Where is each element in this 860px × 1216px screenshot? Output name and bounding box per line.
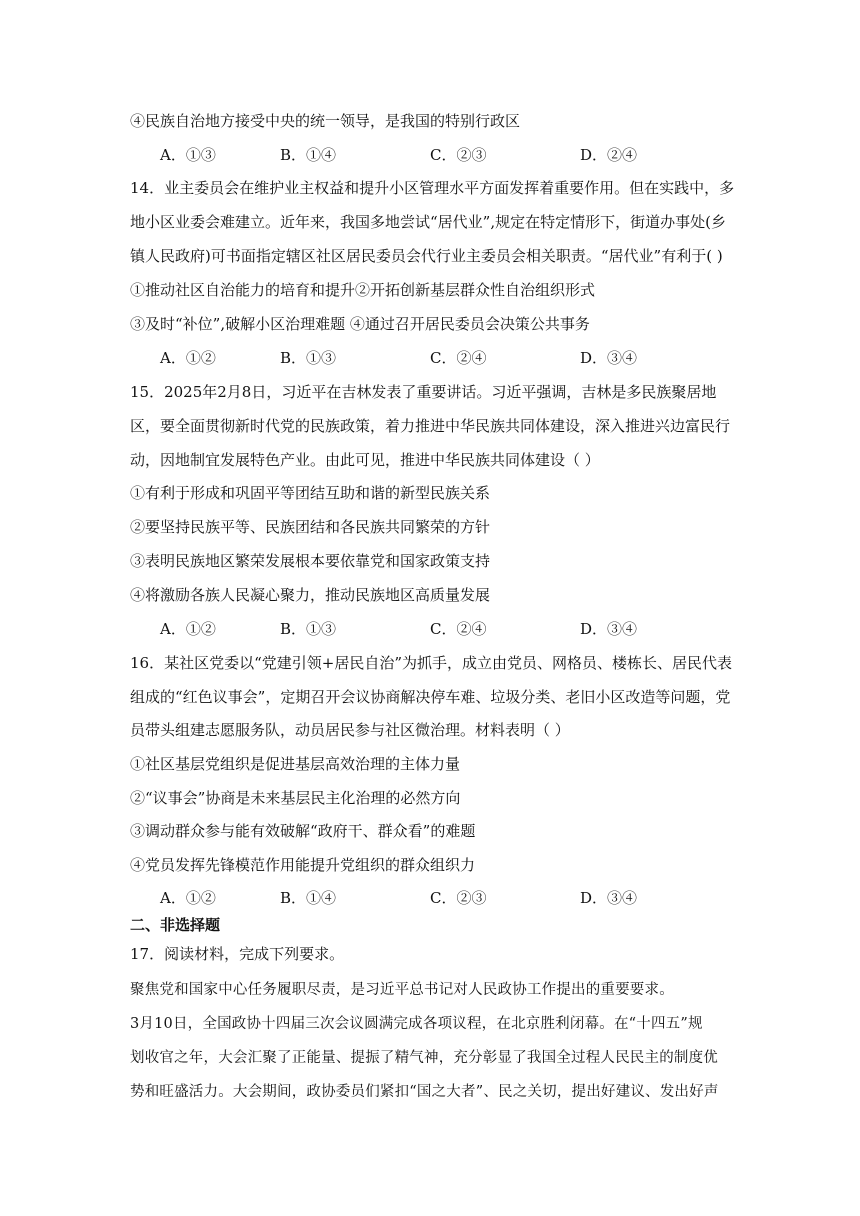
q13-option-b: B．①④ [280, 146, 337, 164]
q15-stem-line-1: 15．2025年2月8日，习近平在吉林发表了重要讲话。习近平强调，吉林是多民族聚居地 [130, 383, 717, 401]
q16-item-3: ③调动群众参与能有效破解“政府干、群众看”的难题 [130, 822, 476, 840]
q17-material-line-2: 3月10日，全国政协十四届三次会议圆满完成各项议程，在北京胜利闭幕。在“十四五”规 [130, 1016, 703, 1032]
q13-option-a: A．①③ [160, 146, 216, 164]
q14-option-d: D．③④ [580, 349, 638, 367]
q15-option-b: B．①③ [280, 620, 337, 638]
q16-option-b: B．①④ [280, 889, 337, 907]
q14-stem-line-2: 地小区业委会难建立。近年来，我国多地尝试“居代业”,规定在特定情形下，街道办事处(乡 [130, 213, 726, 231]
q17-prompt: 17．阅读材料，完成下列要求。 [130, 945, 345, 963]
q16-option-d: D．③④ [580, 889, 638, 907]
q17-material-line-3: 划收官之年，大会汇聚了正能量、提振了精气神，充分彰显了我国全过程人民民主的制度优 [130, 1050, 718, 1066]
section-title-non-choice: 二、非选择题 [130, 916, 221, 934]
q16-stem-line-2: 组成的“红色议事会”，定期召开会议协商解决停车难、垃圾分类、老旧小区改造等问题，党 [130, 688, 731, 706]
q15-stem-line-2: 区，要全面贯彻新时代党的民族政策，着力推进中华民族共同体建设，深入推进兴边富民行 [130, 417, 731, 435]
q13-item-4: ④民族自治地方接受中央的统一领导，是我国的特别行政区 [130, 112, 521, 130]
q15-option-a: A．①② [160, 620, 216, 638]
q15-item-1: ①有利于形成和巩固平等团结互助和谐的新型民族关系 [130, 484, 491, 502]
q16-option-c: C．②③ [430, 889, 487, 907]
q16-item-1: ①社区基层党组织是促进基层高效治理的主体力量 [130, 755, 461, 773]
q14-option-a: A．①② [160, 349, 216, 367]
q15-option-d: D．③④ [580, 620, 638, 638]
q14-option-c: C．②④ [430, 349, 487, 367]
q13-option-d: D．②④ [580, 146, 638, 164]
q16-stem-line-1: 16．某社区党委以“党建引领+居民自治”为抓手，成立由党员、网格员、楼栋长、居民代表 [130, 654, 732, 672]
q17-material-line-1: 聚焦党和国家中心任务履职尽责，是习近平总书记对人民政协工作提出的重要要求。 [130, 982, 674, 998]
q15-option-c: C．②④ [430, 620, 487, 638]
q16-item-2: ②“议事会”协商是未来基层民主化治理的必然方向 [130, 789, 461, 807]
q16-item-4: ④党员发挥先锋模范作用能提升党组织的群众组织力 [130, 856, 476, 874]
q14-item-2: ③及时“补位”,破解小区治理难题 ④通过召开居民委员会决策公共事务 [130, 315, 590, 333]
q15-item-4: ④将激励各族人民凝心聚力，推动民族地区高质量发展 [130, 586, 491, 604]
q15-item-2: ②要坚持民族平等、民族团结和各民族共同繁荣的方针 [130, 518, 491, 536]
q14-item-1: ①推动社区自治能力的培育和提升②开拓创新基层群众性自治组织形式 [130, 281, 596, 299]
q16-stem-line-3: 员带头组建志愿服务队，动员居民参与社区微治理。材料表明（ ） [130, 721, 570, 739]
q17-material-line-4: 势和旺盛活力。大会期间，政协委员们紧扣“国之大者”、民之关切，提出好建议、发出好声 [130, 1084, 719, 1100]
q15-stem-line-3: 动，因地制宜发展特色产业。由此可见，推进中华民族共同体建设（ ） [130, 451, 600, 469]
q14-stem-line-1: 14．业主委员会在维护业主权益和提升小区管理水平方面发挥着重要作用。但在实践中，多 [130, 179, 735, 197]
q14-option-b: B．①③ [280, 349, 337, 367]
q14-stem-line-3: 镇人民政府)可书面指定辖区社区居民委员会代行业主委员会相关职责。“居代业”有利于( ) [130, 247, 723, 265]
q15-item-3: ③表明民族地区繁荣发展根本要依靠党和国家政策支持 [130, 552, 491, 570]
q16-option-a: A．①② [160, 889, 216, 907]
q13-option-c: C．②③ [430, 146, 487, 164]
